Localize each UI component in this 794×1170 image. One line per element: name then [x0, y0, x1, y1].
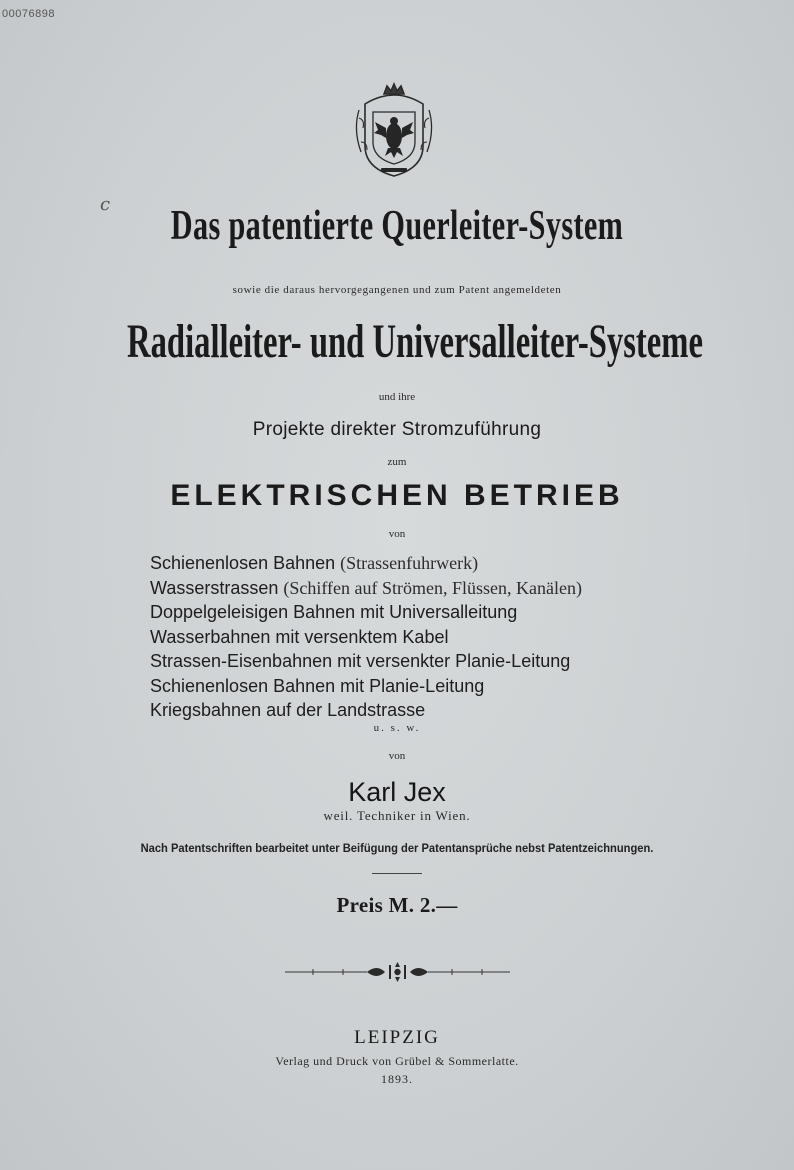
- price: Preis M. 2.—: [336, 893, 458, 917]
- author-role: weil. Techniker in Wien.: [323, 808, 471, 823]
- editorial-note: Nach Patentschriften bearbeitet unter Beifügung der Patentansprüche nebst Patentzeichnungen.: [140, 841, 654, 855]
- second-title: Radialleiter- und Universalleiter-Systeme: [127, 315, 703, 368]
- connector-und-ihre: und ihre: [378, 391, 416, 403]
- connector-von: von: [388, 528, 406, 540]
- list-item: Wasserstrassen (Schiffen auf Strömen, Flüssen, Kanälen): [150, 577, 582, 598]
- list-item: Doppelgeleisigen Bahnen mit Universalleitung: [150, 602, 518, 622]
- connector-zum: zum: [387, 456, 407, 468]
- list-item: Schienenlosen Bahnen (Strassenfuhrwerk): [150, 553, 479, 573]
- railway-types-list: [150, 551, 582, 723]
- catalog-number: 00076898: [2, 8, 55, 20]
- list-item: Strassen-Eisenbahnen mit versenkter Planie-Leitung: [150, 651, 571, 671]
- ornament-divider-icon: [285, 962, 510, 982]
- author-name: Karl Jex: [348, 777, 446, 807]
- third-title: Projekte direkter Stromzuführung: [252, 419, 542, 440]
- fourth-title: ELEKTRISCHEN BETRIEB: [170, 479, 624, 512]
- publication-city: LEIPZIG: [354, 1027, 440, 1048]
- etc-text: u. s. w.: [373, 722, 421, 734]
- subtitle-line: sowie die daraus hervorgegangenen und zum Patent angemeldeten: [232, 284, 562, 296]
- list-item: Kriegsbahnen auf der Landstrasse: [150, 700, 426, 720]
- publication-year: 1893.: [381, 1072, 413, 1086]
- by-text: von: [388, 750, 406, 762]
- list-item: Wasserbahnen mit versenktem Kabel: [150, 626, 449, 647]
- divider: [372, 873, 422, 874]
- main-title: Das patentierte Querleiter-System: [170, 203, 624, 249]
- list-item: Schienenlosen Bahnen mit Planie-Leitung: [150, 675, 485, 696]
- coat-of-arms-icon: [351, 80, 437, 180]
- publisher: Verlag und Druck von Grübel & Sommerlatte.: [275, 1054, 519, 1068]
- pencil-mark: c: [100, 194, 111, 215]
